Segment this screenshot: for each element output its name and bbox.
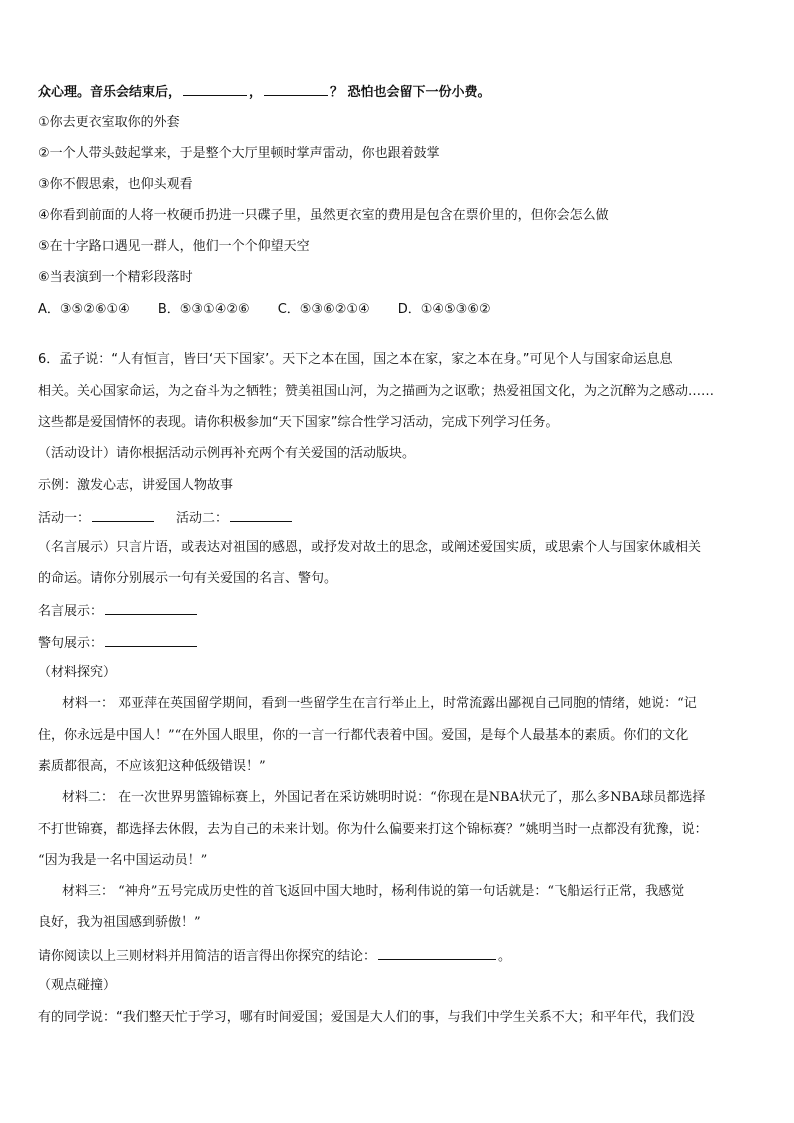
q6-intro-line: 相关。关心国家命运，为之奋斗为之牺牲；赞美祖国山河，为之描画为之讴歌；热爱祖国文化，为之沉醉为之感动…… xyxy=(38,384,715,399)
q5-option-d[interactable]: D．①④⑤③⑥② xyxy=(397,302,491,317)
material-2-line: 材料二： 在一次世界男篮锦标赛上，外国记者在采访姚明时说：“你现在是NBA状元了，那么多NBA球员都选择 xyxy=(62,790,706,805)
conclusion-line xyxy=(38,945,760,967)
q5-item: ④你看到前面的人将一枚硬币扔进一只碟子里，虽然更衣室的费用是包含在票价里的，但你会怎么做 xyxy=(38,208,609,223)
q5-options xyxy=(38,300,760,320)
conclusion-prompt: 请你阅读以上三则材料并用简洁的语言得出你探究的结论： xyxy=(38,949,377,964)
debate-text: 有的同学说：“我们整天忙于学习，哪有时间爱国；爱国是大人们的事，与我们中学生关系不大；和平年代，我们没 xyxy=(38,1010,695,1025)
activity-1-label: 活动一： xyxy=(38,511,91,526)
q5-option-a[interactable]: A．③⑤②⑥①④ xyxy=(38,302,130,317)
material-1-line: 材料一： 邓亚萍在英国留学期间，看到一些留学生在言行举止上，时常流露出鄙视自己同胞的情绪，她说：“记 xyxy=(62,696,697,711)
motto-label: 警句展示： xyxy=(38,636,104,651)
q5-blank-1[interactable] xyxy=(183,81,247,96)
materials-heading: （材料探究） xyxy=(38,665,117,680)
debate-heading: （观点碰撞） xyxy=(38,978,117,993)
quote-blank[interactable] xyxy=(105,600,197,615)
material-3-line: 良好，我为祖国感到骄傲！” xyxy=(38,915,201,930)
motto-blank[interactable] xyxy=(105,632,197,647)
q6-intro-line: 6．孟子说：“人有恒言，皆曰‘天下国家’。天下之本在国，国之本在家，家之本在身。”可见个人与国家命运息息 xyxy=(38,352,673,367)
q5-item: ⑥当表演到一个精彩段落时 xyxy=(38,270,193,285)
q5-stem-text: 众心理。音乐会结束后， xyxy=(38,85,182,100)
material-1-line: 住，你永远是中国人！”“在外国人眼里，你的一言一行都代表着中国。爱国，是每个人最基本的素质。你们的文化 xyxy=(38,728,689,743)
q5-blank-2[interactable] xyxy=(264,81,328,96)
activity-fields xyxy=(38,507,760,529)
quotes-heading-line: 的命运。请你分别展示一句有关爱国的名言、警句。 xyxy=(38,571,338,586)
activity-2-blank[interactable] xyxy=(230,507,292,522)
activity-2-label: 活动二： xyxy=(176,511,229,526)
q5-item: ⑤在十字路口遇见一群人，他们一个个仰望天空 xyxy=(38,239,310,254)
material-2-line: “因为我是一名中国运动员！” xyxy=(38,853,208,868)
material-1-line: 素质都很高，不应该犯这种低级错误！” xyxy=(38,759,266,774)
conclusion-end: 。 xyxy=(498,949,512,964)
activity-example: 示例：激发心志，讲爱国人物故事 xyxy=(38,478,234,493)
quotes-heading-line: （名言展示）只言片语，或表达对祖国的感恩，或抒发对故土的思念，或阐述爱国实质，或思索个人与国家休戚相关 xyxy=(38,540,702,555)
q5-item: ①你去更衣室取你的外套 xyxy=(38,115,180,130)
q5-item: ②一个人带头鼓起掌来，于是整个大厅里顿时掌声雷动，你也跟着鼓掌 xyxy=(38,146,440,161)
q5-stem-tail xyxy=(38,81,760,103)
activity-1-blank[interactable] xyxy=(92,507,154,522)
conclusion-blank[interactable] xyxy=(378,945,496,960)
q5-item: ③你不假思索，也仰头观看 xyxy=(38,177,193,192)
motto-field xyxy=(38,632,760,654)
quote-field xyxy=(38,600,760,622)
q5-option-c[interactable]: C．⑤③⑥②①④ xyxy=(277,302,370,317)
activity-heading: （活动设计）请你根据活动示例再补充两个有关爱国的活动版块。 xyxy=(38,446,416,461)
material-2-line: 不打世锦赛，都选择去休假，去为自己的未来计划。你为什么偏要来打这个锦标赛？”姚明当时一点都没有犹豫，说： xyxy=(38,822,708,837)
quote-label: 名言展示： xyxy=(38,604,104,619)
q5-stem-text-after: ？ 恐怕也会留下一份小费。 xyxy=(330,85,491,100)
q6-intro-line: 这些都是爱国情怀的表现。请你积极参加“天下国家”综合性学习活动，完成下列学习任务。 xyxy=(38,415,559,430)
q5-option-b[interactable]: B．⑤③①④②⑥ xyxy=(157,302,250,317)
q5-stem-sep: ， xyxy=(249,85,263,100)
material-3-line: 材料三： “神舟”五号完成历史性的首飞返回中国大地时，杨利伟说的第一句话就是：“飞船运行正常，我感觉 xyxy=(62,884,685,899)
